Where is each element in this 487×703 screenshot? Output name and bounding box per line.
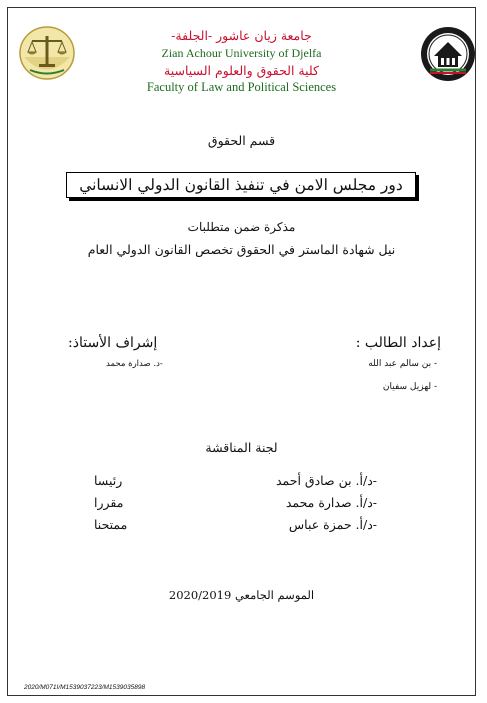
thesis-requirement-line: مذكرة ضمن متطلبات [187, 220, 296, 234]
supervisor-name: -د. صدارة محمد [106, 359, 163, 369]
jury-member-name: -د/أ. بن صادق أحمد [275, 473, 377, 488]
faculty-name-english: Faculty of Law and Political Sciences [146, 80, 337, 94]
prepared-by-label: إعداد الطالب : [355, 335, 441, 351]
department-name: قسم الحقوق [207, 133, 276, 148]
jury-member-role: مقررا [94, 495, 124, 510]
degree-specialization-line: نيل شهادة الماستر في الحقوق تخصص القانون الدولي العام [87, 242, 396, 257]
academic-year: الموسم الجامعي 2020/2019 [168, 588, 315, 602]
jury-committee-label: لجنة المناقشة [205, 440, 278, 455]
faculty-name-arabic: كلية الحقوق والعلوم السياسية [164, 63, 319, 78]
jury-member-name: -د/أ. صدارة محمد [285, 495, 377, 510]
university-name-english: Zian Achour University of Djelfa [161, 46, 322, 60]
student-name: - بن سالم عبد الله [368, 359, 437, 369]
university-name-arabic: جامعة زيان عاشور -الجلفة- [171, 28, 312, 43]
document-code: 2020/M071I/M1539037223/M1539035898 [24, 684, 146, 691]
jury-member-role: ممتحنا [94, 517, 128, 532]
student-name: - لهزيل سفيان [382, 382, 437, 392]
jury-member-name: -د/أ. حمزة عباس [288, 517, 377, 532]
thesis-title: دور مجلس الامن في تنفيذ القانون الدولي الانساني [79, 176, 403, 194]
cover-page [7, 7, 476, 696]
supervision-label: إشراف الأستاذ: [68, 335, 158, 351]
jury-member-role: رئيسا [94, 473, 123, 488]
thesis-title-box [66, 172, 416, 198]
